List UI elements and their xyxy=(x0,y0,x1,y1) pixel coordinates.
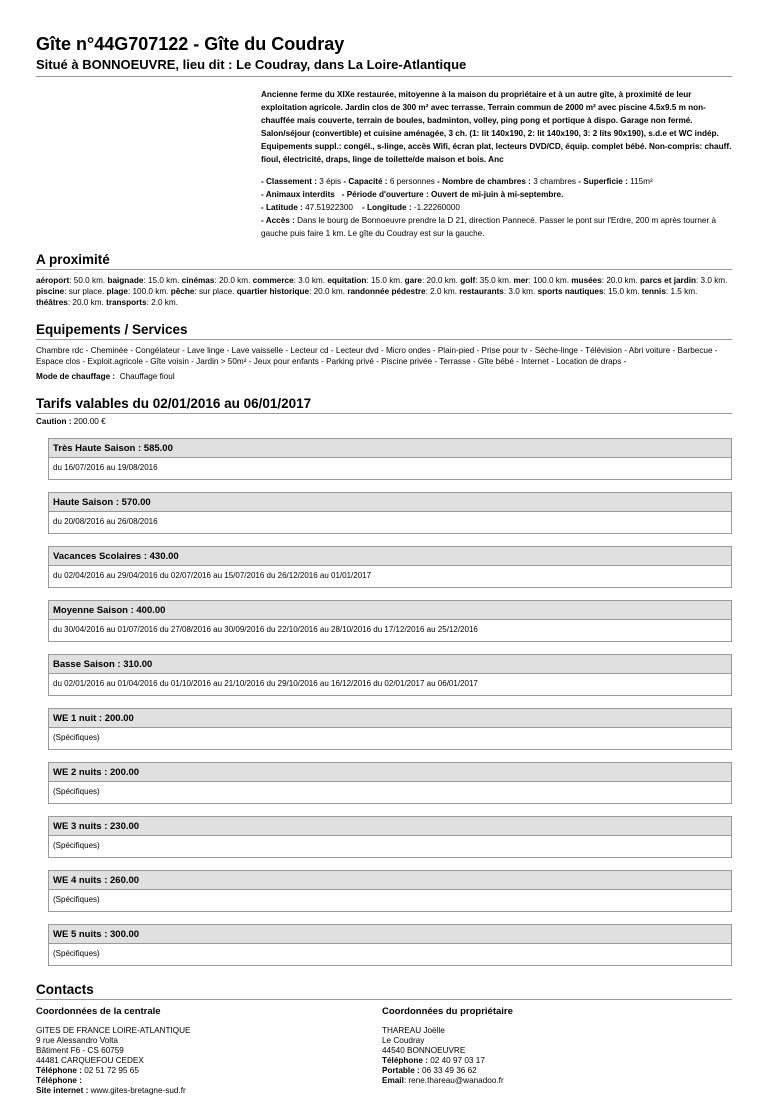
classement-value: 3 épis xyxy=(319,177,342,186)
centrale-title: Coordonnées de la centrale xyxy=(36,1006,161,1017)
ouverture: - Période d'ouverture : Ouvert de mi-juin à mi-septembre. xyxy=(341,190,564,199)
tarifs-header xyxy=(36,396,732,414)
proprietaire-tel-label: Téléphone : xyxy=(382,1056,428,1065)
proximite-key: restaurants xyxy=(459,287,504,296)
proximite-header xyxy=(36,252,732,270)
centrale-tel-label: Téléphone : xyxy=(36,1066,82,1075)
chauffage-label: Mode de chauffage : xyxy=(36,372,116,381)
proximite-value: : 100.0 km. xyxy=(528,276,569,285)
tarif-period xyxy=(48,708,732,750)
proximite-value: : 15.0 km. xyxy=(143,276,180,285)
chambres-label: - Nombre de chambres : xyxy=(437,177,531,186)
centrale-column xyxy=(36,1006,382,1096)
centrale-web-label: Site internet : xyxy=(36,1086,89,1095)
contacts-columns xyxy=(36,1006,732,1096)
tarif-list xyxy=(36,438,732,966)
superficie-value: 115m² xyxy=(630,177,653,186)
equipements-list: Chambre rdc - Cheminée - Congélateur - Lave linge - Lave vaisselle - Lecteur cd - Lecteur dvd - Micro ondes - Plain-pied - Prise pour tv - Sèche-linge - Télévision - Abri voiture - Barbecue - Espace clos - Exploit.agricole - Gîte voisin - Jardin > 50m² - Jeux pour enfants - Parking privé - Piscine privée - Terrasse - Gîte bébé - Internet - Location de draps - xyxy=(36,346,718,366)
chambres-value: 3 chambres xyxy=(533,177,576,186)
proximite-key: musées xyxy=(571,276,602,285)
proximite-key: tennis xyxy=(641,287,666,296)
proprietaire-port-label: Portable : xyxy=(382,1066,420,1075)
longitude-label: - Longitude : xyxy=(362,203,412,212)
contacts-title: Contacts xyxy=(36,982,94,997)
tarif-period-name: WE 2 nuits : 200.00 xyxy=(49,763,731,782)
proximite-key: quartier historique xyxy=(236,287,310,296)
proximite-value: : 15.0 km. xyxy=(603,287,640,296)
tarif-period-name: Moyenne Saison : 400.00 xyxy=(49,601,731,620)
caution-label: Caution : xyxy=(36,417,72,426)
chauffage-value: Chauffage fioul xyxy=(119,372,175,381)
proximite-section xyxy=(36,252,732,308)
centrale-tel-value: 02 51 72 95 65 xyxy=(84,1066,139,1075)
proximite-key: plage xyxy=(106,287,128,296)
proximite-value: : 1.5 km. xyxy=(665,287,698,296)
proprietaire-addr1: Le Coudray xyxy=(382,1036,425,1045)
proximite-value: : sur place. xyxy=(64,287,105,296)
centrale-addr2: Bâtiment F6 - CS 60759 xyxy=(36,1046,124,1055)
proximite-value: : sur place. xyxy=(194,287,235,296)
tarif-period-dates: du 30/04/2016 au 01/07/2016 du 27/08/2016 au 30/09/2016 du 22/10/2016 au 28/10/2016 du 17/12/2016 au 25/12/2016 xyxy=(53,625,478,634)
proximite-key: sports nautiques xyxy=(537,287,604,296)
tarif-period xyxy=(48,924,732,966)
proximite-key: gare xyxy=(404,276,422,285)
proximite-value: : 20.0 km. xyxy=(214,276,251,285)
page-subtitle: Situé à BONNOEUVRE, lieu dit : Le Coudray, dans La Loire-Atlantique xyxy=(36,57,732,77)
tarif-period-name: Très Haute Saison : 585.00 xyxy=(49,439,731,458)
proprietaire-tel-value: 02 40 97 03 17 xyxy=(430,1056,485,1065)
proximite-value: : 3.0 km. xyxy=(696,276,728,285)
proximite-value: : 3.0 km. xyxy=(503,287,536,296)
facts xyxy=(261,175,732,240)
animaux: - Animaux interdits xyxy=(261,190,335,199)
proximite-value: : 2.0 km. xyxy=(146,298,178,307)
tarif-period-dates: (Spécifiques) xyxy=(53,895,100,904)
tarifs-title: Tarifs valables du 02/01/2016 au 06/01/2017 xyxy=(36,396,312,411)
tarif-period-name: Haute Saison : 570.00 xyxy=(49,493,731,512)
proximite-value: : 35.0 km. xyxy=(475,276,512,285)
proximite-key: randonnée pédestre xyxy=(347,287,426,296)
tarif-period-dates: du 20/08/2016 au 26/08/2016 xyxy=(53,517,158,526)
proximite-value: : 20.0 km. xyxy=(421,276,458,285)
tarif-period xyxy=(48,816,732,858)
proximite-key: commerce xyxy=(252,276,294,285)
proximite-key: cinémas xyxy=(181,276,215,285)
proprietaire-email-link[interactable]: rene.thareau@wanadoo.fr xyxy=(408,1076,504,1085)
proximite-key: aéroport xyxy=(36,276,70,285)
latitude-label: - Latitude : xyxy=(261,203,303,212)
tarif-period xyxy=(48,762,732,804)
proximite-value: : 3.0 km. xyxy=(293,276,326,285)
tarif-period-name: Basse Saison : 310.00 xyxy=(49,655,731,674)
tarif-period-dates: du 02/01/2016 au 01/04/2016 du 01/10/2016 au 21/10/2016 du 29/10/2016 au 16/12/2016 du 02/01/2017 au 06/01/2017 xyxy=(53,679,478,688)
capacite-value: 6 personnes xyxy=(389,177,435,186)
latitude-value: 47.51922300 xyxy=(305,203,353,212)
caution-value: 200.00 € xyxy=(73,417,106,426)
tarif-period-name: WE 3 nuits : 230.00 xyxy=(49,817,731,836)
tarif-period xyxy=(48,870,732,912)
tarif-period xyxy=(48,654,732,696)
classement-label: - Classement : xyxy=(261,177,317,186)
proprietaire-column: Coordonnées du propriétaire THAREAU Joëlle Le Coudray 44540 BONNOEUVRE Téléphone : 02 40 97 03 17 Portable : 06 33 49 36 62 Email: rene.thareau@wanadoo.fr xyxy=(382,1006,728,1096)
proprietaire-port-value: 06 33 49 36 62 xyxy=(422,1066,477,1075)
proprietaire-title: Coordonnées du propriétaire xyxy=(382,1006,513,1017)
tarif-period xyxy=(48,600,732,642)
proximite-key: transports xyxy=(106,298,147,307)
proximite-list xyxy=(36,275,732,308)
tarif-period-name: Vacances Scolaires : 430.00 xyxy=(49,547,731,566)
proximite-value: : 100.0 km. xyxy=(127,287,169,296)
proximite-key: baignade xyxy=(107,276,144,285)
centrale-addr3: 44481 CARQUEFOU CEDEX xyxy=(36,1056,144,1065)
proximite-value: : 15.0 km. xyxy=(366,276,403,285)
acces-value: Dans le bourg de Bonnoeuvre prendre la D 21, direction Pannecé. Passer le pont sur l'Erdre, 200 m après tourner à gauche puis faire 1 km. Le gîte du Coudray est sur la gauche. xyxy=(261,216,717,238)
proximite-key: equitation xyxy=(327,276,367,285)
longitude-value: -1.22260000 xyxy=(413,203,460,212)
description: Ancienne ferme du XIXe restaurée, mitoyenne à la maison du propriétaire et à un autre gîte, à proximité de leur exploitation agricole. Jardin clos de 300 m² avec terrasse. Terrain commun de 2000 m² avec piscine 4.5x9.5 m non-chauffée mais couverte, terrain de boules, badminton, volley, ping pong et portique à dispo. Garage non fermé. Salon/séjour (convertible) et cuisine aménagée, 3 ch. (1: lit 140x190, 2: lit 140x190, 3: 2 lits 90x190), s.d.e et WC indép. Equipements suppl.: congél., s-linge, accès Wifi, écran plat, lecteurs DVD/CD, équip. complet bébé. Non-compris: chauff. fioul, électricité, draps, linge de toilette/de maison et bois. Anc xyxy=(261,90,732,164)
contacts-section xyxy=(36,982,732,1096)
proximite-value: : 20.0 km. xyxy=(309,287,346,296)
centrale-web-link[interactable]: www.gites-bretagne-sud.fr xyxy=(90,1086,186,1095)
tarif-period-name: WE 1 nuit : 200.00 xyxy=(49,709,731,728)
tarif-period-dates: (Spécifiques) xyxy=(53,949,100,958)
tarif-period-dates: du 16/07/2016 au 19/08/2016 xyxy=(53,463,158,472)
proximite-value: : 20.0 km. xyxy=(67,298,104,307)
contacts-header xyxy=(36,982,732,1000)
proximite-title: A proximité xyxy=(36,252,110,267)
tarif-period-dates: du 02/04/2016 au 29/04/2016 du 02/07/2016 au 15/07/2016 du 26/12/2016 au 01/01/2017 xyxy=(53,571,372,580)
equipements-header xyxy=(36,322,732,340)
tarifs-section xyxy=(36,396,732,966)
equipements-title: Equipements / Services xyxy=(36,322,188,337)
proximite-value: : 20.0 km. xyxy=(601,276,638,285)
proprietaire-email-label: Email xyxy=(382,1076,404,1085)
tarif-period-name: WE 5 nuits : 300.00 xyxy=(49,925,731,944)
tarif-period xyxy=(48,492,732,534)
tarif-period-dates: (Spécifiques) xyxy=(53,733,100,742)
capacite-label: - Capacité : xyxy=(343,177,388,186)
caution xyxy=(36,416,732,427)
proximite-key: pêche xyxy=(170,287,195,296)
centrale-tel2-label: Téléphone : xyxy=(36,1076,82,1085)
centrale-name: GITES DE FRANCE LOIRE-ATLANTIQUE xyxy=(36,1026,191,1035)
equipements-section xyxy=(36,322,732,382)
superficie-label: - Superficie : xyxy=(578,177,628,186)
page-title: Gîte n°44G707122 - Gîte du Coudray xyxy=(36,34,345,54)
chauffage xyxy=(36,371,732,382)
tarif-period-name: WE 4 nuits : 260.00 xyxy=(49,871,731,890)
tarif-period xyxy=(48,546,732,588)
proximite-value: : 2.0 km. xyxy=(425,287,457,296)
tarif-period xyxy=(48,438,732,480)
proprietaire-name: THAREAU Joëlle xyxy=(382,1026,445,1035)
tarif-period-dates: (Spécifiques) xyxy=(53,787,100,796)
acces-label: - Accès : xyxy=(261,216,295,225)
proximite-value: : 50.0 km. xyxy=(69,276,106,285)
proximite-key: piscine xyxy=(36,287,65,296)
proximite-key: mer xyxy=(513,276,529,285)
centrale-addr1: 9 rue Alessandro Volta xyxy=(36,1036,118,1045)
proximite-key: parcs et jardin xyxy=(640,276,696,285)
tarif-period-dates: (Spécifiques) xyxy=(53,841,100,850)
proprietaire-addr2: 44540 BONNOEUVRE xyxy=(382,1046,466,1055)
proximite-key: golf xyxy=(460,276,476,285)
proximite-key: théâtres xyxy=(36,298,68,307)
